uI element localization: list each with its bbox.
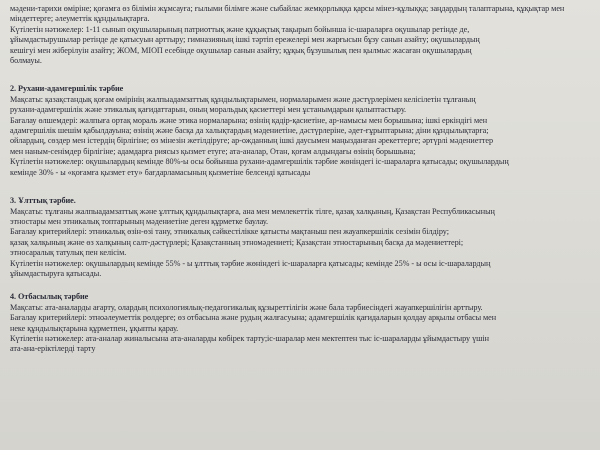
section-spiritual-moral [10,84,588,178]
text-line: Мақсаты: тұлғаны жалпыадамзаттық және ұлттық құндылықтарға, ана мен мемлекеттік тілге, қазақ халқының, Қазақстан Республикасының [10,206,495,216]
text-line: Мақсаты: қазақстандық қоғам өмірінің жалпыадамзаттық құндылықтарымен, нормаларымен және дәстүрлерімен келісілетін тұлғаның [10,94,476,104]
text-line: этностары мен этникалық топтарының мәдениетіне деген құрметке баулау. [10,216,269,226]
text-line: кемінде 30% - ы «қоғамға қызмет ету» бағдарламасының қызметіне белсенді қатысады [10,167,311,177]
text-line: Бағалау критерийлері: этникалық өзін-өзі тану, этникалық сәйкестілікке қатысты мақтаныш пен жауапкершілік сезімін білдіру; [10,227,449,237]
text-line: Күтілетін нәтижелер: оқушылардың кемінде 80%-ы осы бойынша рухани-адамгершілік тәрбие жөніндегі іс-шараларға қатысады; оқушылардың [10,157,509,167]
text-line: ұйымдастыруға қатысады. [10,268,102,278]
text-line: неке құндылықтарына құрметпен, ұқыпты қарау. [10,323,179,333]
text-line: Мақсаты: ата-аналарды ағарту, олардың психологиялық-педагогикалық құзыреттілігін және бала тәрбиесіндегі жауапкершілігін арттыру. [10,302,483,312]
text-line: мәдени-тарихи өміріне; қоғамға өз білімін жұмсауға; ғылыми білімге және сыбайлас жемқорлыққа қарсы мінез-құлыққа; заңдардың талаптарына, құқықтар мен [10,4,565,13]
section-family [10,292,588,354]
text-line: этносаралық татулық пен келісім. [10,248,127,258]
text-line: Күтілетін нәтижелер: ата-аналар жиналысына ата-аналарды көбірек тарту;іс-шаралар мен мектептен тыс іс-шараларды ұйымдастыру үшін [10,333,489,343]
text-line: мен наным-сенімдер бірлігіне; адамдарға риясыз қызмет етуге; ата-аналар, Отан, қоғам алдындағы өзінің борышына; [10,146,416,156]
text-line: қазақ халқының және өз халқының салт-дәстүрлері; Қазақстанның этномәдениеті; Қазақстан этностарының басқа да мәдениеттері; [10,237,464,247]
text-line: Бағалау критерийлері: этноәлеуметтік рөлдерге; өз отбасына және рудың жалғасуына; адамгершілік қағидаларын қолдау арқылы отбасы мен [10,313,497,323]
text-line: ойлардың, сөздер мен істердің бірлігіне; өз мінезін жетілдіруге; ар-ожданның ішкі даусымен маңызданған әрекеттерге; әртүрлі мәдениеттер [10,136,494,146]
section-heading: 4. Отбасылық тәрбие [10,292,89,302]
text-line: Күтілетін нәтижелер: оқушылардың кемінде 55% - ы ұлттық тәрбие жөніндегі іс-шараларға қатысады; кемінде 25% - ы осы іс-шаралардың [10,258,491,268]
text-line: Күтілетін нәтижелер: 1-11 сынып оқушыларының патриоттық және құқықтық тақырып бойынша іс-шараларға оқушылар ретінде де, [10,24,470,34]
section-heading: 2. Рухани-адамгершілік тәрбие [10,84,124,94]
text-line: болмауы. [10,56,42,66]
text-line: рухани-адамгершілік және этикалық қағидаттарын, оның моральдық қасиеттері мен ұстанымдарын қалыптастыру. [10,105,407,115]
text-line: адамгершілік шешім қабылдауына; өзінің және басқа да халықтардың мәдениетіне, дәстүрлеріне, әдет-ғұрыптарына; діни құндылықтарға; [10,126,489,136]
section-heading: 3. Ұлттық тәрбие. [10,196,76,206]
text-line: кешігуі мен жіберілуін азайту; ЖОМ, МІОП есебінде оқушылар санын азайту; құқық бұзушылық пен қылмыс жасаған оқушылардың [10,45,472,55]
section-national [10,196,588,279]
text-line: ұйымдастырушылар ретінде де қатысуын арттыру; гимназияның ішкі тәртіп ережелері мен жарғысын бұзу санын азайту; оқушылардың [10,35,480,45]
text-line: міндеттерге; әлеуметтік құндылықтарға. [10,14,150,24]
text-line: Бағалау өлшемдері: жалпыға ортақ мораль және этика нормаларына; өзінің қадір-қасиетіне, ар-намысы мен борышына; ішкі еркіндігі мен [10,115,488,125]
intro-paragraph [10,4,588,66]
text-line: ата-ана-еріктілерді тарту [10,344,96,354]
document-text [10,4,588,355]
